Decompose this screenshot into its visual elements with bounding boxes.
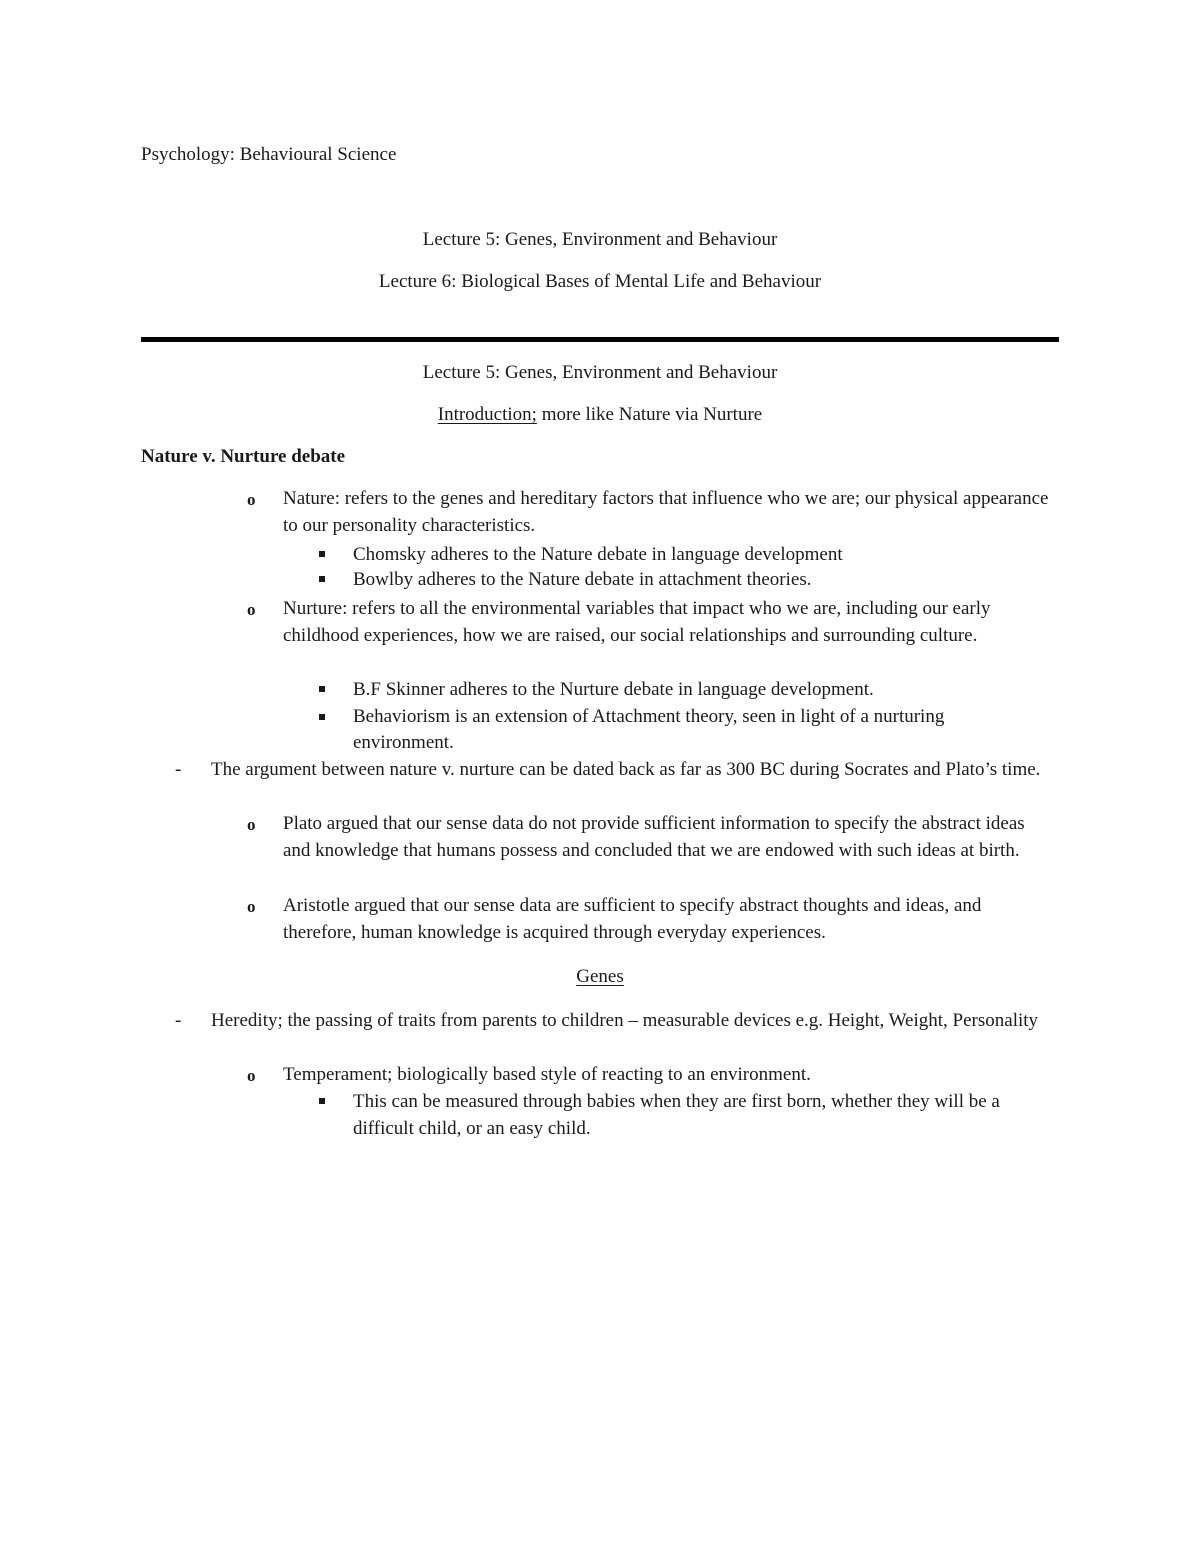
dash-bullet-icon: -	[175, 1010, 182, 1031]
square-bullet-icon	[319, 714, 325, 720]
list-item-chomsky: Chomsky adheres to the Nature debate in language development	[353, 544, 843, 565]
square-bullet-icon	[319, 551, 325, 557]
list-item-skinner: B.F Skinner adheres to the Nurture debate in language development.	[353, 679, 874, 700]
list-item-nature: Nature: refers to the genes and hereditary factors that influence who we are; our physical appearance to our personality characteristics.	[283, 488, 1049, 536]
list-item-behaviorism: Behaviorism is an extension of Attachment theory, seen in light of a nurturing environment.	[353, 706, 945, 753]
introduction-label: Introduction;	[437, 404, 537, 425]
genes-heading-text: Genes	[576, 966, 624, 987]
lecture6-title: Lecture 6: Biological Bases of Mental Life and Behaviour	[378, 271, 822, 292]
list-item-plato: Plato argued that our sense data do not provide sufficient information to specify the abstract ideas and knowledge that humans possess and concluded that we are endowed with such ideas at birth.	[283, 813, 1025, 861]
circle-bullet-icon: o	[247, 600, 256, 619]
lecture5-title: Lecture 5: Genes, Environment and Behaviour	[422, 229, 778, 250]
circle-bullet-icon: o	[247, 815, 256, 834]
debate-heading: Nature v. Nurture debate	[141, 446, 346, 467]
list-item-argument: The argument between nature v. nurture can be dated back as far as 300 BC during Socrates and Plato’s time.	[211, 759, 1041, 780]
list-item-heredity: Heredity; the passing of traits from parents to children – measurable devices e.g. Height, Weight, Personality	[211, 1010, 1039, 1031]
genes-heading	[0, 967, 1200, 986]
square-bullet-icon	[319, 576, 325, 582]
horizontal-rule	[141, 337, 1059, 342]
introduction-text: more like Nature via Nurture	[536, 404, 763, 425]
list-item-babies: This can be measured through babies when they are first born, whether they will be a difficult child, or an easy child.	[353, 1091, 1000, 1139]
dash-bullet-icon: -	[175, 759, 182, 780]
circle-bullet-icon: o	[247, 897, 256, 916]
lecture-heading: Lecture 5: Genes, Environment and Behaviour	[422, 362, 778, 383]
circle-bullet-icon: o	[247, 1066, 256, 1085]
list-item-nurture: Nurture: refers to all the environmental variables that impact who we are, including our early childhood experiences, how we are raised, our social relationships and surrounding culture.	[283, 598, 991, 646]
square-bullet-icon	[319, 686, 325, 692]
list-item-temperament: Temperament; biologically based style of reacting to an environment.	[283, 1064, 811, 1085]
list-item-aristotle: Aristotle argued that our sense data are sufficient to specify abstract thoughts and ideas, and therefore, human knowledge is acquired through everyday experiences.	[283, 895, 982, 943]
square-bullet-icon	[319, 1098, 325, 1104]
introduction-line	[0, 405, 1200, 424]
course-title: Psychology: Behavioural Science	[141, 144, 397, 165]
circle-bullet-icon: o	[247, 490, 256, 509]
list-item-bowlby: Bowlby adheres to the Nature debate in attachment theories.	[353, 569, 812, 590]
